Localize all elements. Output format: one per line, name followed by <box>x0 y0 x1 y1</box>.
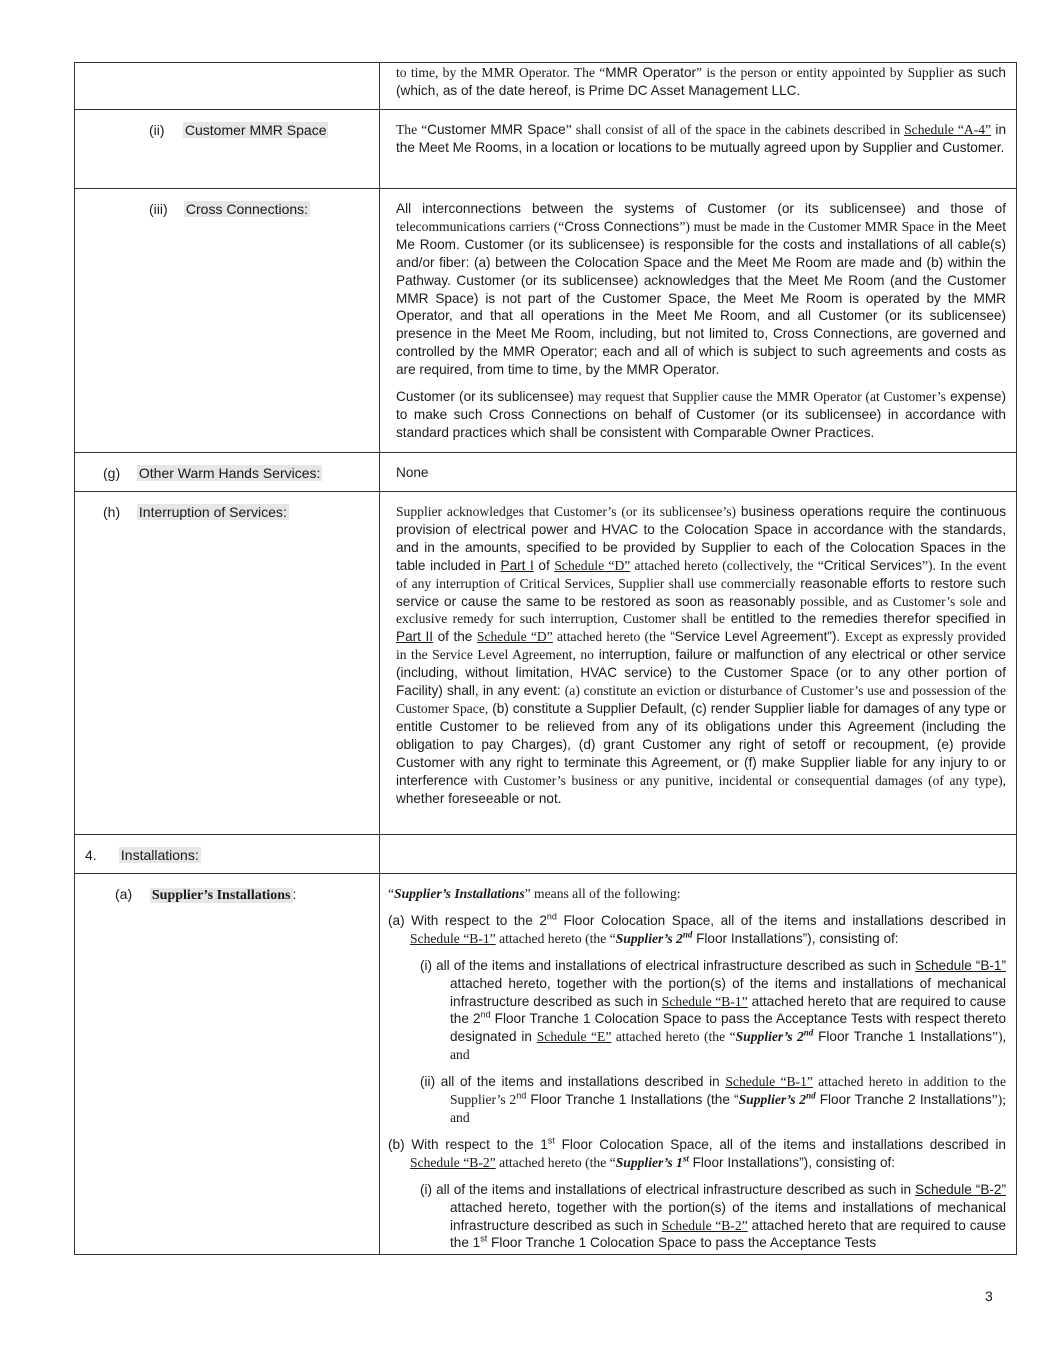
text-run: (b) constitute a Supplier Default, (c) render Supplier liable for damages of any type or entitle Customer to be relieved from any of its obligations under this Agreement (including the obligation to pay Charges), (d) grant Customer any right of setoff or recoupment, (e) provide Customer with any right to terminate this Agreement, or (f) make Supplier liable for any injury to or interference <box>396 700 1006 788</box>
text-run: “Service Level Agreement”). <box>665 629 845 645</box>
text-run: telecommunications carriers (“ <box>396 218 565 234</box>
installations-clause-b <box>388 1136 1006 1172</box>
text-run: Floor Tranche 1 Colocation Space to pass the Acceptance Tests <box>487 1235 877 1251</box>
text-run: expense) to make such Cross Connections on behalf of Customer (or its sublicensee) in accordance with standard practices which shall be consistent with Comparable Owner Practices. <box>396 389 1007 440</box>
text-run: with Customer’s business or any punitive, incidental or consequential damages (of any type), <box>473 772 1007 788</box>
item-label: Customer MMR Space <box>184 122 327 138</box>
row-content-cell <box>380 189 1017 453</box>
text-run: st <box>480 1233 488 1244</box>
text-run: Floor Colocation Space, all of the items and installations described in <box>554 1136 1006 1152</box>
text-run: Supplier’s 2 <box>738 1092 807 1108</box>
row-content-cell <box>380 874 1017 1255</box>
text-run: nd <box>546 911 557 922</box>
text-run: Schedule “A-4” <box>904 122 992 137</box>
text-run: Floor Colocation Space, all of the items and installations described in <box>556 912 1006 928</box>
text-run: Customer (or its sublicensee) <box>396 389 578 405</box>
text-run: All interconnections between the systems of Customer (or its sublicensee) and those of <box>396 201 1006 216</box>
interruption-text <box>396 503 1006 807</box>
text-run: attached hereto, together with the portion(s) of the items and installations of mechanical infrastructure described as such in <box>450 1199 1006 1233</box>
text-run: nd <box>516 1090 527 1101</box>
item-number: (ii) <box>149 122 165 138</box>
item-label: Other Warm Hands Services: <box>138 465 321 481</box>
text-run: ” shall consist of all of the space in the cabinets described in <box>565 122 905 137</box>
text-run: Schedule “B-1” <box>915 957 1006 973</box>
terms-table <box>74 62 1017 1255</box>
cross-connections-paragraph <box>396 200 1006 379</box>
text-run: in the Meet Me Rooms, in a location or locations to be mutually agreed upon by Supplier and Customer. <box>396 122 1007 155</box>
text-run: Schedule “B-1” <box>661 993 748 1009</box>
text-run: (ii) all of the items and installations described in <box>420 1074 726 1090</box>
text-run: “ <box>388 886 395 901</box>
item-label: Interruption of Services: <box>138 504 287 520</box>
text-run: Floor Tranche 2 Installations <box>815 1092 992 1108</box>
row-label-cell <box>75 492 380 835</box>
text-run: attached hereto that are required to cause the 1 <box>450 1217 1006 1251</box>
table-row <box>75 453 1017 492</box>
text-run: Supplier’s 2 <box>735 1029 804 1045</box>
item-number: (iii) <box>149 201 168 217</box>
text-run: Schedule “B-1” <box>410 930 496 946</box>
text-run: Cross Connections <box>564 218 680 234</box>
text-run: attached hereto (collectively, the “ <box>630 557 824 573</box>
row-label-cell <box>75 110 380 189</box>
row-content-cell <box>380 492 1017 835</box>
installations-clause-a <box>388 912 1006 948</box>
text-run: Customer MMR Space <box>427 122 566 137</box>
other-warm-hands-value: None <box>396 465 429 480</box>
text-run: Floor Tranche 1 Colocation Space to pass the Acceptance Tests with respect thereto designated in <box>450 1011 1007 1045</box>
text-run: attached hereto (the “ <box>495 930 616 946</box>
text-run: Supplier’s 2 <box>615 930 683 946</box>
page-number: 3 <box>985 1288 993 1304</box>
text-run: Schedule “D” <box>476 629 553 645</box>
text-run: reasonable efforts to restore such service or cause the same to be restored as soon as reasonably <box>396 575 1006 609</box>
text-run: Floor Tranche 1 Installations (the “ <box>526 1092 739 1108</box>
text-run: Critical Services <box>823 557 922 573</box>
section-number: 4. <box>85 847 97 863</box>
text-run: attached hereto, together with the portion(s) of the items and installations of mechanical infrastructure described as such in <box>450 975 1006 1009</box>
text-run: business operations require the continuous provision of electrical power and HVAC to the Colocation Space in accordance with the standards, and in the amounts, specified to be provided by Supplier to each of the Colocation Spaces in the table included in <box>396 504 1006 573</box>
text-run: ”) must be made in the Customer MMR Space <box>679 218 935 234</box>
text-run: Part I <box>500 557 534 573</box>
text-run: st <box>682 1153 689 1164</box>
text-run: (b) With respect to the 1 <box>388 1136 548 1152</box>
row-label-cell <box>75 189 380 453</box>
text-run: Floor Installations”), consisting of: <box>688 1154 896 1170</box>
table-row <box>75 874 1017 1255</box>
text-run: ” means all of the following: <box>524 886 681 901</box>
text-run: ”). In the event of any interruption of Critical Services, Supplier shall use commercially <box>396 557 1006 591</box>
table-row <box>75 189 1017 453</box>
item-label: Supplier’s Installations <box>151 888 291 903</box>
text-run: Supplier’s 1 <box>615 1154 683 1170</box>
cross-connections-paragraph <box>396 388 1006 442</box>
text-run: (a) With respect to the 2 <box>388 912 547 928</box>
text-run: st <box>547 1135 555 1146</box>
installations-clause-a-i <box>388 957 1006 1064</box>
row-content-cell <box>380 835 1017 874</box>
item-label: Cross Connections: <box>185 201 309 217</box>
text-run: Schedule “B-2” <box>915 1181 1006 1197</box>
text-run: Part II <box>396 629 434 645</box>
text-run: nd <box>806 1090 816 1101</box>
table-row <box>75 63 1017 110</box>
text-run: Floor Tranche 1 Installations <box>813 1029 993 1045</box>
text-run: nd <box>682 929 693 940</box>
text-run: interruption, failure or malfunction of any electrical or other service (including, without limitation, HVAC service) to the Customer Space (or to any other portion of Facility) shall, in any event: <box>396 647 1006 699</box>
text-run: (i) all of the items and installations of electrical infrastructure described as such in <box>420 1181 916 1197</box>
text-run: Except as expressly provided in the Service Level Agreement, no <box>396 629 1006 663</box>
text-run: in the Meet Me Room. Customer (or its sublicensee) is responsible for the costs and installations of all cable(s) and/or fiber: (a) between the Colocation Space and the Meet Me Room are made and (b) within the Pathway. Customer (or its sublicensee) acknowledges that the Meet Me Room (and the Customer MMR Space) is not part of the Customer Space, the Meet Me Room is operated by the MMR Operator, and that all operations in the Meet Me Room, and all Customer (or its sublicensee) presence in the Meet Me Room, including, but not limited to, Cross Connections, are governed and controlled by the MMR Operator; each and all of which is subject to such agreements and costs as are required, from time to time, by the MMR Operator. <box>396 218 1006 378</box>
text-run: of the <box>433 629 477 645</box>
text-run: whether foreseeable or not. <box>396 790 562 806</box>
text-run: Schedule “D” <box>554 557 631 573</box>
item-number: (a) <box>115 886 133 902</box>
text-run: ” is the person or entity appointed by Supplier <box>696 65 954 80</box>
text-run: ”), and <box>450 1029 1006 1063</box>
text-run: Schedule “B-2” <box>410 1154 496 1170</box>
table-row <box>75 110 1017 189</box>
text-run: Supplier’s Installations <box>394 886 525 901</box>
installations-clause-a-ii <box>388 1073 1006 1127</box>
item-label-suffix: : <box>292 886 297 902</box>
text-run: attached hereto in addition to the Supplier’s 2 <box>450 1074 1006 1108</box>
row-content-cell <box>380 110 1017 189</box>
text-run: entitled to the remedies therefor specified in <box>725 611 1006 627</box>
table-row <box>75 492 1017 835</box>
mmr-operator-text <box>396 64 1006 100</box>
row-label-cell <box>75 835 380 874</box>
installations-intro <box>388 885 1006 903</box>
item-number: (h) <box>103 504 121 520</box>
text-run: ”); and <box>450 1092 1006 1125</box>
text-run: (a) constitute an eviction or disturbance of Customer’s use and possession of the Customer Space, <box>396 683 1006 716</box>
table-row <box>75 835 1017 874</box>
text-run: Supplier acknowledges that Customer’s (or its sublicensee’s) <box>396 504 741 519</box>
text-run: attached hereto that are required to cause the 2 <box>450 993 1006 1027</box>
text-run: attached hereto (the <box>552 629 666 645</box>
text-run: to time, by the MMR Operator. The “ <box>396 65 606 80</box>
row-content-cell <box>380 453 1017 492</box>
text-run: of <box>533 557 555 573</box>
row-label-cell <box>75 63 380 110</box>
text-run: attached hereto (the “ <box>495 1154 616 1170</box>
text-run: attached hereto (the “ <box>611 1029 736 1045</box>
item-number: (g) <box>103 465 121 481</box>
text-run: Schedule “B-1” <box>725 1074 813 1090</box>
text-run: The “ <box>396 122 428 137</box>
text-run: Floor Installations”), consisting of: <box>692 930 899 946</box>
customer-mmr-space-text <box>396 121 1006 157</box>
section-label: Installations: <box>120 847 199 863</box>
text-run: MMR Operator <box>605 65 697 80</box>
text-run: as such (which, as of the date hereof, is Prime DC Asset Management LLC. <box>396 65 1006 98</box>
text-run: Schedule “E” <box>536 1029 612 1045</box>
text-run: Schedule “B-2” <box>661 1217 748 1233</box>
row-content-cell <box>380 63 1017 110</box>
text-run: nd <box>480 1009 491 1020</box>
row-label-cell <box>75 453 380 492</box>
text-run: (i) all of the items and installations of electrical infrastructure described as such in <box>420 957 916 973</box>
text-run: may request that Supplier cause the MMR Operator (at Customer’s <box>577 389 946 405</box>
text-run: nd <box>803 1027 814 1038</box>
text-run: possible, and as Customer’s sole and exclusive remedy for such interruption, Customer shall be <box>396 593 1006 627</box>
row-label-cell <box>75 874 380 1255</box>
installations-clause-b-i <box>388 1181 1006 1253</box>
